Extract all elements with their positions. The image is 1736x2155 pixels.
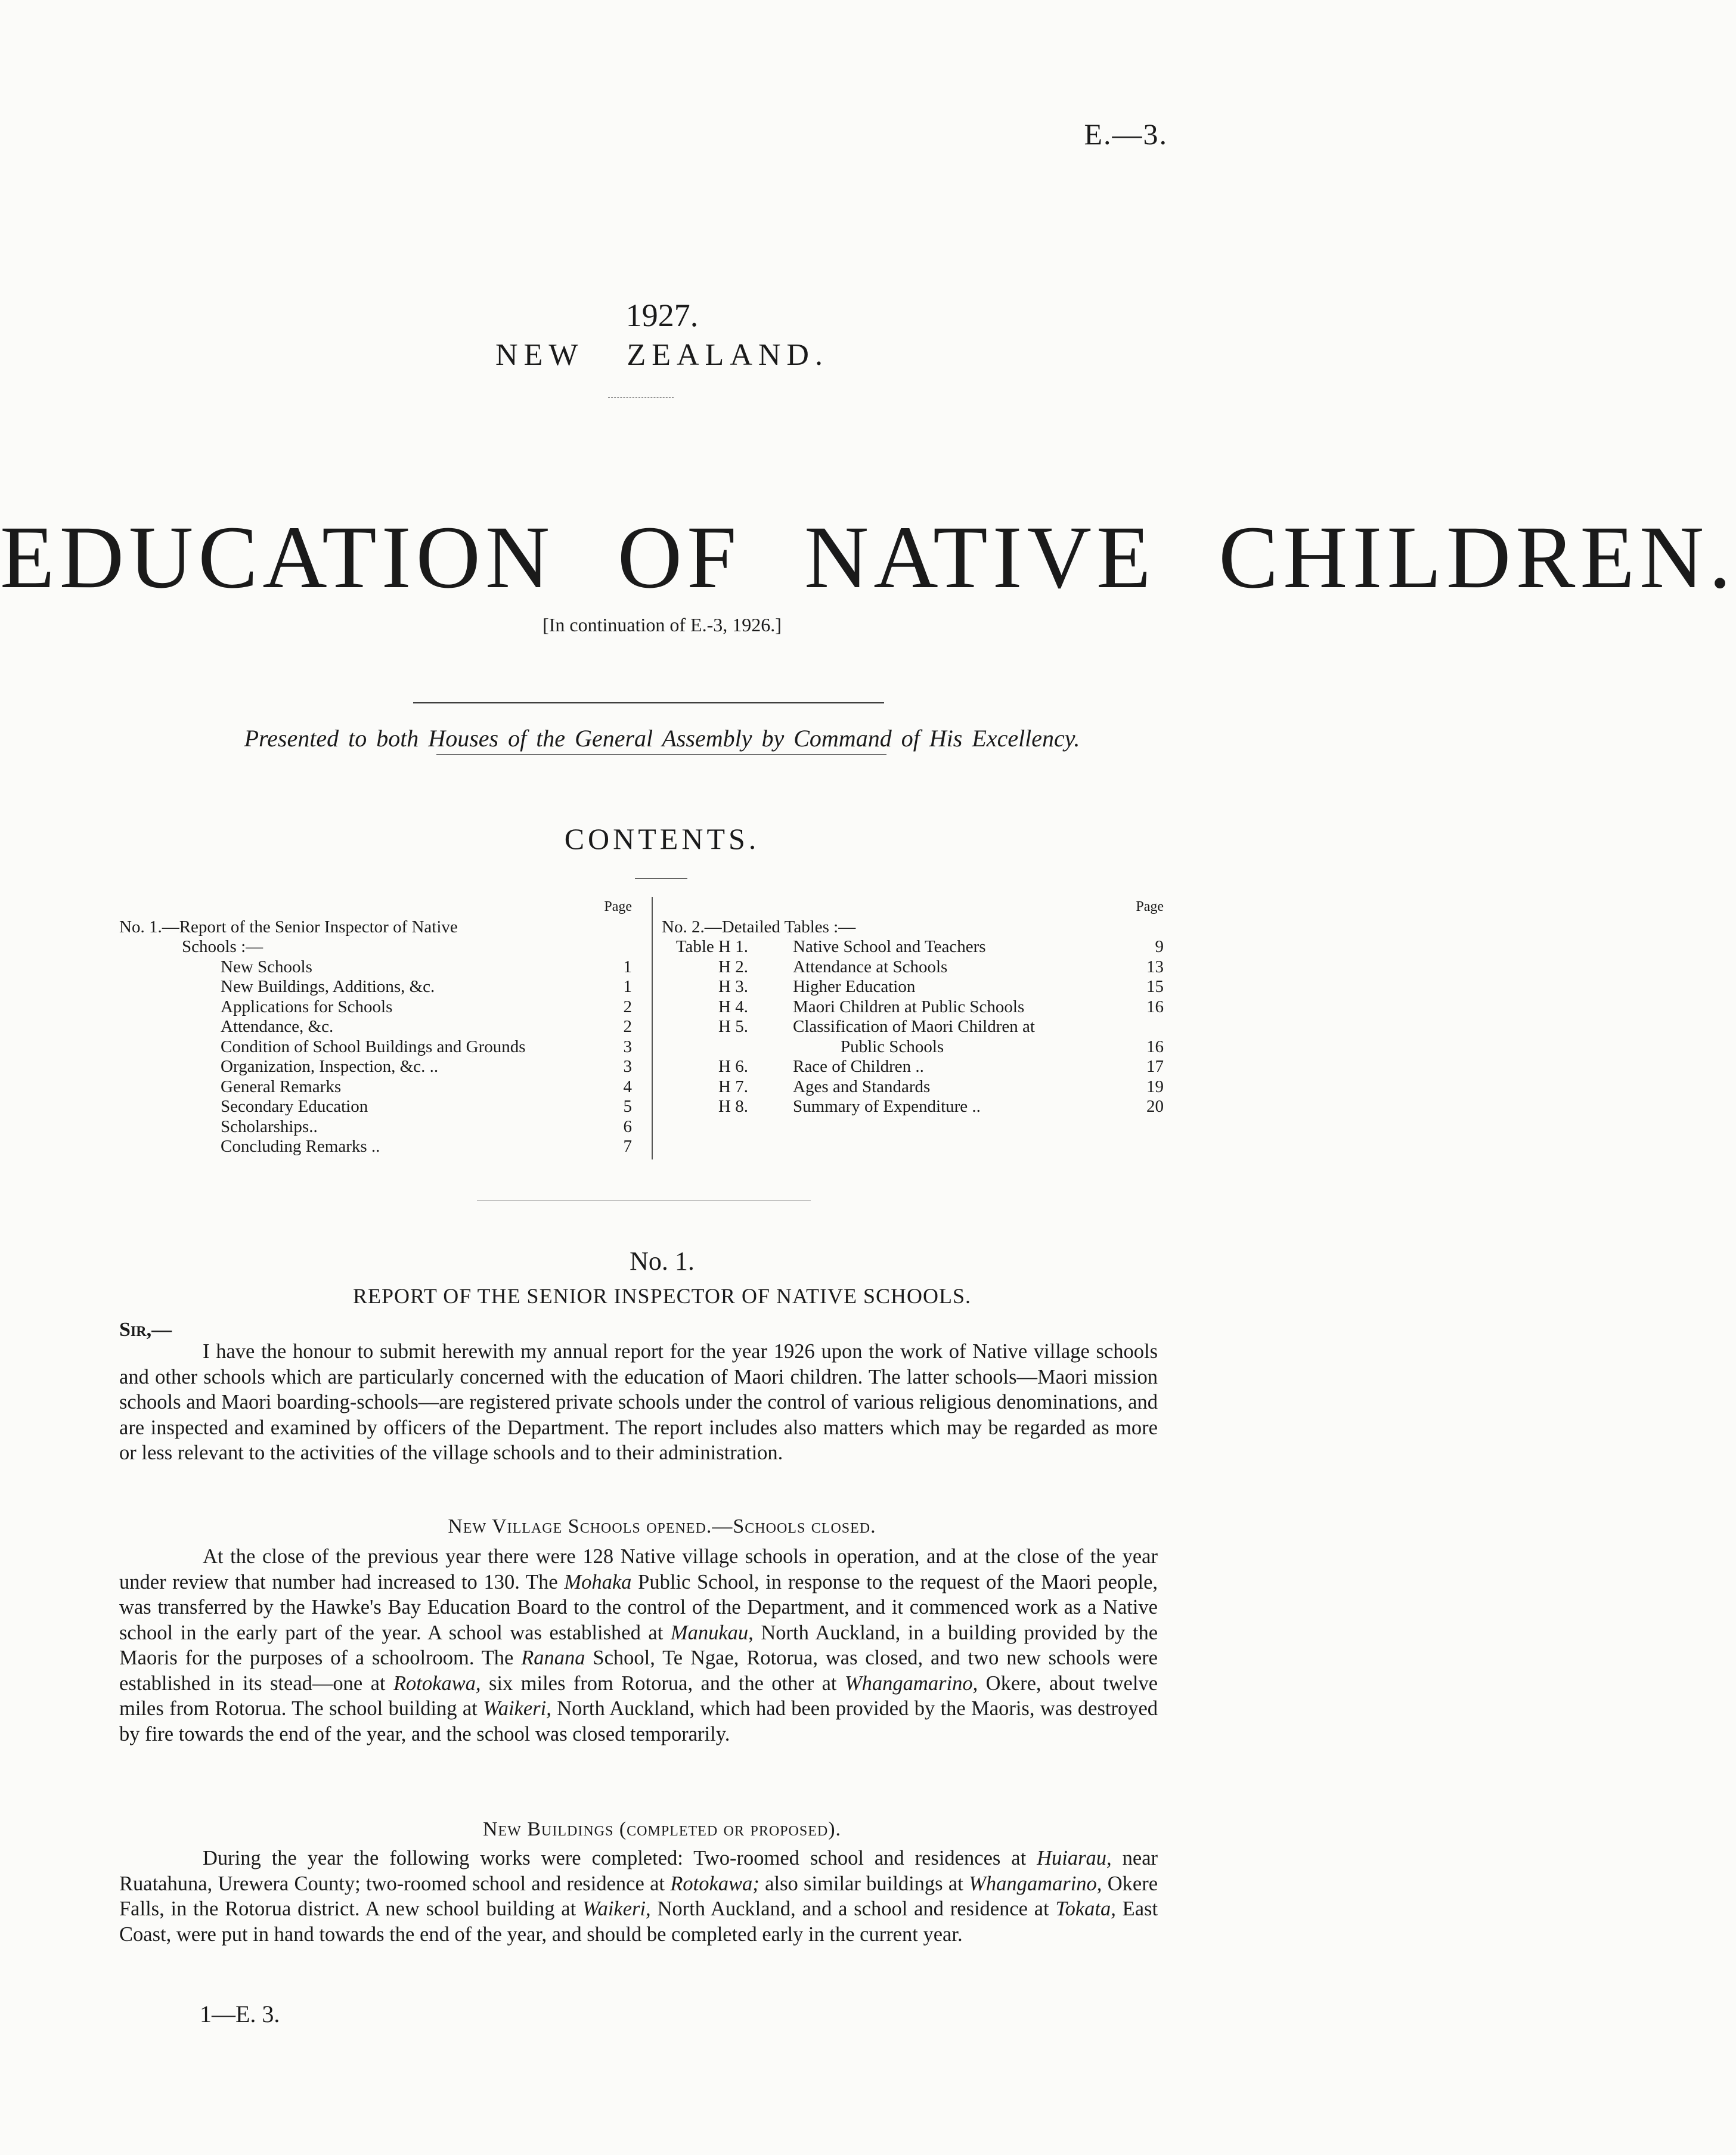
contents-left-entry [119, 977, 632, 997]
contents-entry-label: Applications for Schools [221, 997, 393, 1016]
contents-entry-page: 7 [623, 1137, 632, 1156]
contents-divider [652, 897, 653, 1159]
country-heading: NEW ZEALAND. [495, 338, 829, 372]
contents-entry-label: Secondary Education [221, 1097, 368, 1116]
contents-entry-table: H 2. [718, 957, 748, 976]
contents-entry-table: H 5. [718, 1017, 748, 1036]
presented-bottom-rule [436, 754, 886, 755]
new-schools-paragraph: At the close of the previous year there were 128 Native village schools in operation, and at the close of the year under review that number had increased to 130. The Mohaka Public School, in response to the request of the Maori people, was transferred by the Hawke's Bay Education Board to the control of the Department, and it commenced work as a Native school in the early part of the year. A school was established at Manukau, North Auckland, in a building provided by the Maoris for the purposes of a schoolroom. The Ranana School, Te Ngae, Rotorua, was closed, and two new schools were established in its stead—one at Rotokawa, six miles from Rotorua, and the other at Whangamarino, Okere, about twelve miles from Rotorua. The school building at Waikeri, North Auckland, which had been provided by the Maoris, was destroyed by fire towards the end of the year, and the school was closed temporarily. [119, 1545, 1158, 1745]
document-year: 1927. [625, 297, 699, 333]
contents-entry-page: 13 [1146, 957, 1164, 976]
contents-left-column [119, 897, 632, 1157]
contents-entry-label: Condition of School Buildings and Grounds [221, 1037, 526, 1056]
contents-left-entry [119, 1037, 632, 1058]
contents-entry-label: Higher Education [793, 977, 916, 996]
contents-entry-page: 1 [623, 957, 632, 976]
document-title: EDUCATION OF NATIVE CHILDREN. [0, 508, 1736, 607]
contents-entry-table: H 3. [718, 977, 748, 996]
contents-right-entry [662, 997, 1164, 1018]
new-buildings-paragraph: During the year the following works were completed: Two-roomed school and residences at Huiarau, near Ruatahuna, Urewera County; two-roomed school and residence at Rotokawa; also similar buildings at Whangamarino, Okere Falls, in the Rotorua district. A new school building at Waikeri, North Auckland, and a school and residence at Tokata, East Coast, were put in hand towards the end of the year, and should be completed early in the current year. [119, 1847, 1158, 1946]
contents-no1-heading: No. 1.—Report of the Senior Inspector of Native [119, 917, 458, 937]
contents-entry-page: 2 [623, 1017, 632, 1036]
presented-top-rule [413, 702, 884, 703]
contents-rule [635, 878, 687, 879]
page-label-right: Page [1136, 899, 1164, 914]
contents-entry-page: 4 [623, 1077, 632, 1096]
page-signature: 1—E. 3. [200, 2001, 280, 2027]
contents-left-entry [119, 997, 632, 1018]
document-reference: E.—3. [1084, 117, 1168, 151]
contents-left-entry [119, 1077, 632, 1097]
contents-entry-table: H 8. [718, 1097, 748, 1116]
contents-entry-page: 9 [1155, 937, 1164, 956]
contents-entry-label: Concluding Remarks .. [221, 1137, 380, 1156]
contents-left-entry [119, 957, 632, 978]
contents-left-entry [119, 1117, 632, 1137]
contents-entry-page: 2 [623, 997, 632, 1016]
contents-right-entry [662, 977, 1164, 997]
contents-entry-page: 20 [1146, 1097, 1164, 1116]
contents-entry-label: New Buildings, Additions, &c. [221, 977, 435, 996]
contents-left-entry [119, 1137, 632, 1157]
presented-line: Presented to both Houses of the General Assembly by Command of His Excellency. [244, 725, 1080, 752]
contents-entry-page: 3 [623, 1057, 632, 1076]
report-number: No. 1. [630, 1247, 695, 1276]
contents-no2-heading: No. 2.—Detailed Tables :— [662, 917, 856, 937]
contents-entry-page: 6 [623, 1117, 632, 1136]
contents-right-entry [662, 1097, 1164, 1117]
contents-entry-label: Scholarships.. [221, 1117, 318, 1136]
contents-entry-label: Classification of Maori Children at [793, 1017, 1035, 1036]
intro-paragraph: I have the honour to submit herewith my annual report for the year 1926 upon the work of Native village schools and other schools which are particularly concerned with the education of Maori children. The latter schools—Maori mission schools and Maori boarding-schools—are registered private schools under the control of various religious denominations, and are inspected and examined by officers of the Department. The report includes also matters which may be regarded as more or less relevant to the activities of the village schools and to their administration. [119, 1340, 1158, 1464]
section-heading-new-buildings: New Buildings (completed or proposed). [482, 1818, 842, 1840]
contents-entry-label: General Remarks [221, 1077, 342, 1096]
contents-left-entry [119, 1057, 632, 1077]
contents-right-entry [662, 957, 1164, 978]
contents-entry-label: Ages and Standards [793, 1077, 931, 1096]
header-rule [608, 397, 674, 398]
contents-entry-page: 3 [623, 1037, 632, 1056]
contents-entry-table: H 6. [718, 1057, 748, 1076]
contents-right-items [662, 937, 1164, 1117]
contents-entry-label: Public Schools [841, 1037, 944, 1056]
section-heading-new-schools: New Village Schools opened.—Schools closed. [448, 1515, 876, 1537]
contents-entry-page: 5 [623, 1097, 632, 1116]
salutation: Sir,— [119, 1319, 172, 1341]
continuation-note: [In continuation of E.-3, 1926.] [542, 614, 782, 635]
contents-entry-table: H 7. [718, 1077, 748, 1096]
contents-right-entry [662, 937, 1164, 957]
contents-entry-label: Organization, Inspection, &c. .. [221, 1057, 439, 1076]
contents-entry-label: Maori Children at Public Schools [793, 997, 1025, 1016]
contents-entry-label: New Schools [221, 957, 312, 976]
report-title: REPORT OF THE SENIOR INSPECTOR OF NATIVE SCHOOLS. [353, 1284, 971, 1308]
contents-entry-page: 15 [1146, 977, 1164, 996]
contents-entry-label: Attendance, &c. [221, 1017, 334, 1036]
contents-left-entry [119, 1097, 632, 1117]
contents-entry-page: 17 [1146, 1057, 1164, 1076]
contents-entry-label: Attendance at Schools [793, 957, 948, 976]
contents-entry-page: 19 [1146, 1077, 1164, 1096]
contents-entry-label: Native School and Teachers [793, 937, 986, 956]
contents-right-entry [662, 1037, 1164, 1058]
contents-entry-label: Race of Children .. [793, 1057, 924, 1076]
contents-right-entry [662, 1077, 1164, 1097]
contents-entry-page: 16 [1146, 1037, 1164, 1056]
contents-entry-label: Summary of Expenditure .. [793, 1097, 981, 1116]
contents-heading: CONTENTS. [564, 822, 760, 855]
contents-right-column [662, 897, 1164, 1117]
contents-entry-table: Table H 1. [675, 937, 748, 956]
contents-entry-page: 1 [623, 977, 632, 996]
contents-entry-table: H 4. [718, 997, 748, 1016]
contents-entry-page: 16 [1146, 997, 1164, 1016]
contents-left-items [119, 957, 632, 1157]
contents-left-entry [119, 1017, 632, 1037]
contents-right-entry [662, 1017, 1164, 1037]
contents-right-entry [662, 1057, 1164, 1077]
contents-no1-subheading: Schools :— [182, 937, 264, 956]
page-label: Page [604, 899, 632, 914]
